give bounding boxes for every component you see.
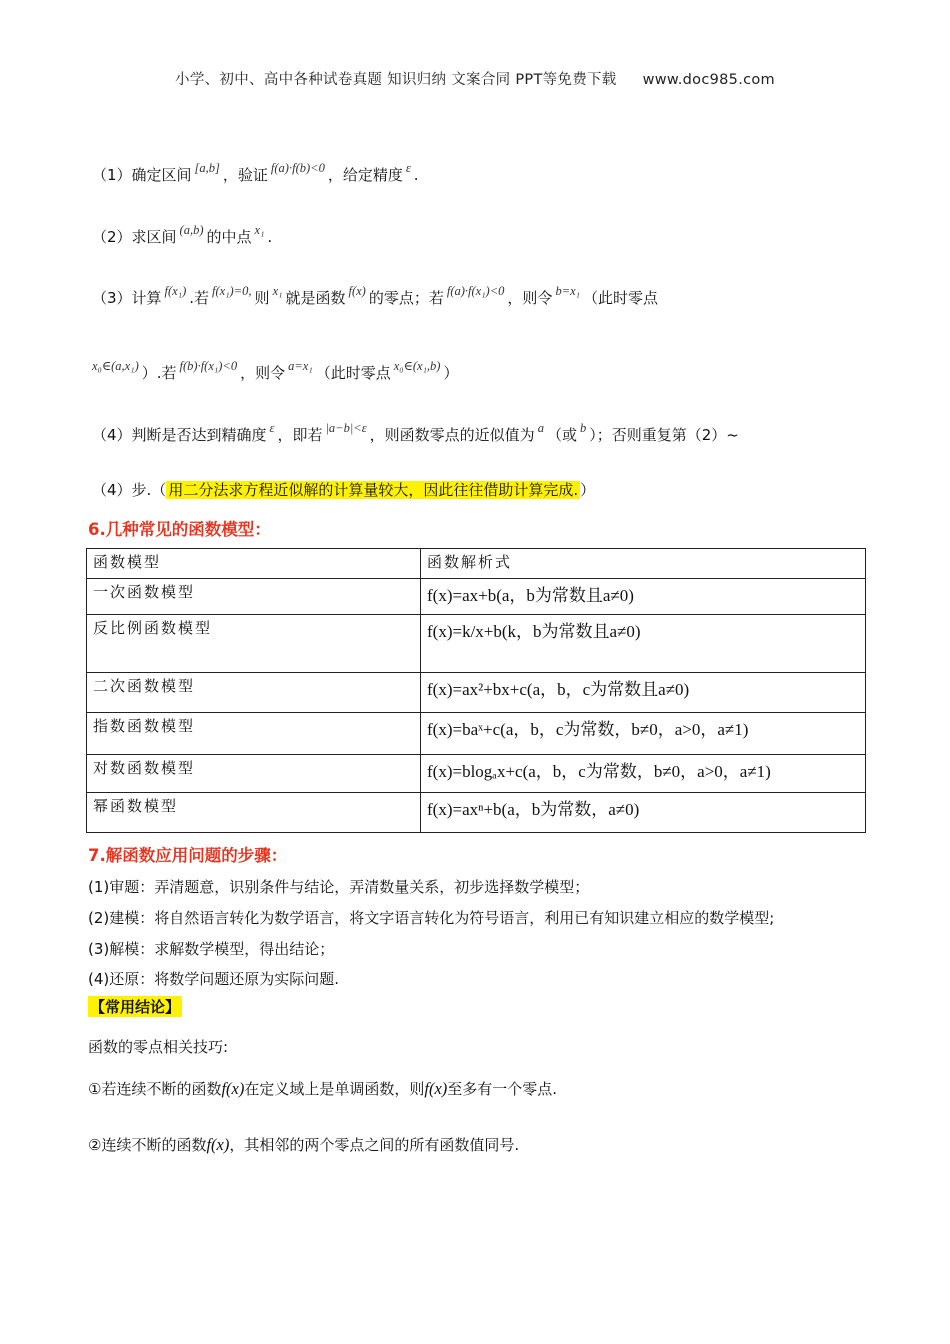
list-item: (1)审题：弄清题意，识别条件与结论，弄清数量关系，初步选择数学模型； <box>88 878 590 896</box>
model-name: 指数函数模型 <box>87 713 421 755</box>
conclusion-intro: 函数的零点相关技巧: <box>88 1038 229 1056</box>
model-formula: f(x)=ax+b(a，b为常数且a≠0) <box>421 579 866 615</box>
bisection-step-4-cont: （4）步.（ 用二分法求方程近似解的计算量较大，因此往往借助计算完成. ） <box>92 481 596 499</box>
model-formula: f(x)=baˣ+c(a，b，c为常数，b≠0，a>0，a≠1) <box>421 713 866 755</box>
list-item: (4)还原：将数学问题还原为实际问题. <box>88 970 340 988</box>
bisection-step-2: （2）求区间 $^{(a,b)}$ 的中点 $^{x_1}$ . <box>92 223 273 246</box>
highlight-note: 用二分法求方程近似解的计算量较大，因此往往借助计算完成. <box>168 481 579 499</box>
model-name: 一次函数模型 <box>87 579 421 615</box>
model-name: 幂函数模型 <box>87 793 421 833</box>
table-row <box>87 755 866 793</box>
table-row <box>87 615 866 673</box>
bisection-step-3: （3）计算 $^{f(x_1)}$ .若 $^{f(x_1)=0,}$ 则 $^{x_1}$ 就是函数 $^{f(x)}$ 的零点；若 $^{f(a)\cdot f(x_1)<0}$ ，则令 $^{b=x_1}$ （此时零点 <box>92 284 659 307</box>
table-header-row <box>87 549 866 579</box>
table-row <box>87 579 866 615</box>
conclusion-item-1: ①若连续不断的函数f(x)在定义域上是单调函数，则f(x)至多有一个零点. <box>88 1079 558 1098</box>
table-row <box>87 713 866 755</box>
bisection-step-4: （4）判断是否达到精确度 $^\varepsilon$ ，即若 $^{|a-b|<\varepsilon}$ ，则函数零点的近似值为 $^a$ （或 $^b$ ）；否则重复第（2）~ <box>92 421 739 444</box>
math-sign-check: f(a)·f(b)<0 <box>270 161 325 175</box>
model-name: 反比例函数模型 <box>87 615 421 673</box>
bisection-step-3-cont: $^{x_0\in(a,x_1)}$ ）.若 $^{f(b)\cdot f(x_1)<0}$ ，则令 $^{a=x_1}$ （此时零点 $^{x_0\in(x_1,b)}$ ） <box>92 359 459 382</box>
section-7-title: 7.解函数应用问题的步骤： <box>88 846 288 865</box>
table-row <box>87 673 866 713</box>
math-open-interval: (a,b) <box>179 223 204 237</box>
math-epsilon: ε <box>405 161 411 175</box>
conclusion-tag: 【常用结论】 <box>90 998 181 1016</box>
header-url[interactable]: www.doc985.com <box>642 72 775 88</box>
model-formula: f(x)=blogₐx+c(a，b，c为常数，b≠0，a>0，a≠1) <box>421 755 866 793</box>
model-formula: f(x)=k/x+b(k，b为常数且a≠0) <box>421 615 866 673</box>
model-name: 二次函数模型 <box>87 673 421 713</box>
table-header-cell: 函数解析式 <box>421 549 866 579</box>
conclusion-item-2: ②连续不断的函数f(x)，其相邻的两个零点之间的所有函数值同号. <box>88 1135 520 1154</box>
math-interval: [a,b] <box>194 161 220 175</box>
header-text: 小学、初中、高中各种试卷真题 知识归纳 文案合同 PPT等免费下载 <box>175 72 617 88</box>
table-header-cell: 函数模型 <box>87 549 421 579</box>
list-item: (2)建模：将自然语言转化为数学语言，将文字语言转化为符号语言，利用已有知识建立相应的数学模型; <box>88 909 775 927</box>
math-midpoint: x₁ <box>254 223 265 237</box>
table-row <box>87 793 866 833</box>
model-name: 对数函数模型 <box>87 755 421 793</box>
page-header <box>0 68 950 89</box>
model-formula: f(x)=axⁿ+b(a，b为常数，a≠0) <box>421 793 866 833</box>
model-formula: f(x)=ax²+bx+c(a，b，c为常数且a≠0) <box>421 673 866 713</box>
bisection-step-1: （1）确定区间 [a,b] ，验证 $^{f(a)\cdot f(b)<0}$ ，给定精度 $^\varepsilon$ . <box>92 161 419 184</box>
section-6-title: 6.几种常见的函数模型： <box>88 520 271 539</box>
list-item: (3)解模：求解数学模型，得出结论； <box>88 940 335 958</box>
function-models-table <box>86 548 866 833</box>
